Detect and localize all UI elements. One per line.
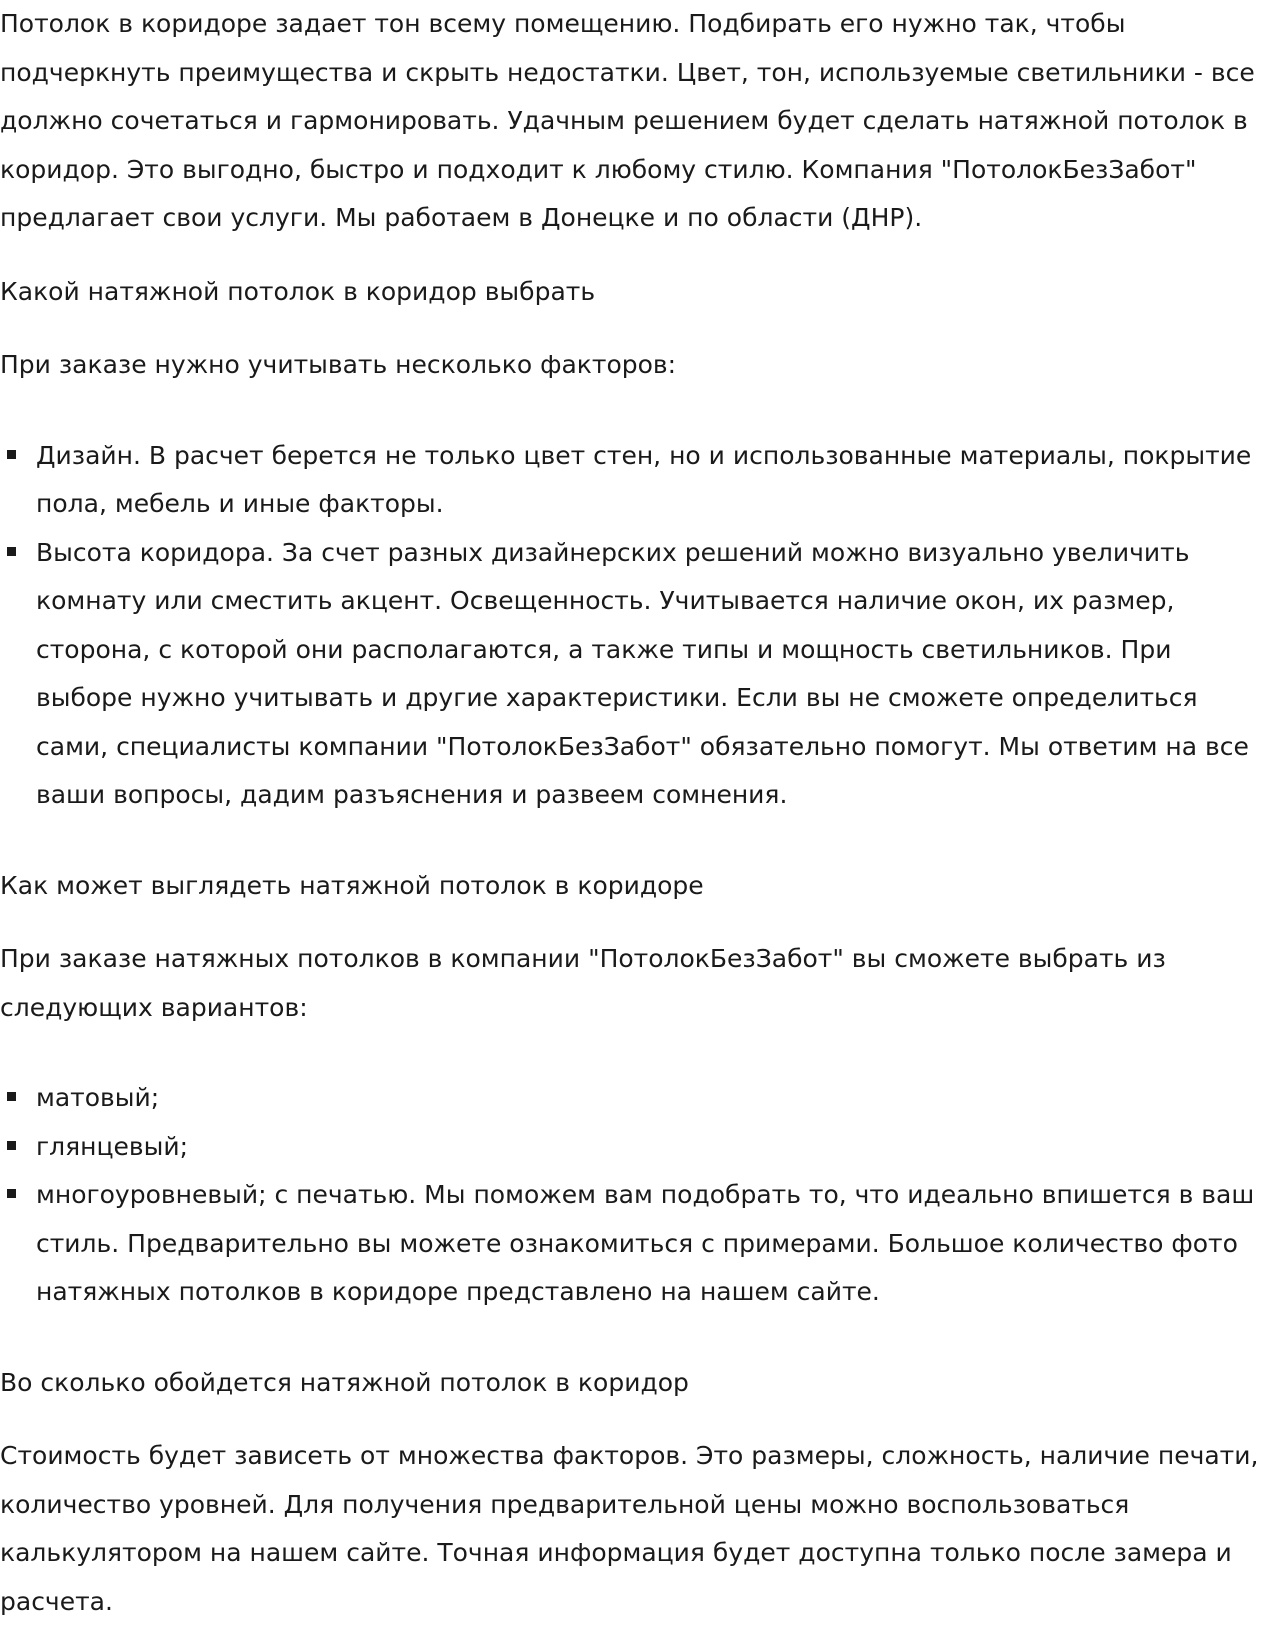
bullet-square-icon	[7, 547, 16, 556]
section-heading-choose: Какой натяжной потолок в коридор выбрать	[0, 276, 596, 306]
list-item-text: глянцевый;	[36, 1131, 189, 1161]
list-item	[36, 529, 1270, 820]
list-item	[36, 432, 1270, 529]
list-item-text: Высота коридора. За счет разных дизайнерских решений можно визуально увеличить комнату или сместить акцент. Освещенность. Учитывается наличие окон, их размер, сторона, с которой они располагаются, а также типы и мощность светильников. При выборе нужно учитывать и другие характеристики. Если вы не сможете определиться сами, специалисты компании "ПотолокБезЗабот" обязательно помогут. Мы ответим на все ваши вопросы, дадим разъяснения и развеем сомнения.	[36, 537, 1249, 809]
section-heading-look: Как может выглядеть натяжной потолок в коридоре	[0, 870, 704, 900]
section-lead-variants: При заказе натяжных потолков в компании "ПотолокБезЗабот" вы сможете выбрать из следующих вариантов:	[0, 944, 1166, 1022]
list-item	[36, 1123, 1270, 1172]
list-item-text: Дизайн. В расчет берется не только цвет стен, но и использованные материалы, покрытие пола, мебель и иные факторы.	[36, 440, 1252, 518]
bullet-square-icon	[7, 1141, 16, 1150]
bullet-square-icon	[7, 450, 16, 459]
list-item-text: многоуровневый; с печатью. Мы поможем вам подобрать то, что идеально впишется в ваш стиль. Предварительно вы можете ознакомиться с примерами. Большое количество фото натяжных потолков в коридоре представлено на нашем сайте.	[36, 1180, 1255, 1306]
intro-paragraph: Потолок в коридоре задает тон всему помещению. Подбирать его нужно так, чтобы подчеркнуть преимущества и скрыть недостатки. Цвет, тон, используемые светильники - все должно сочетаться и гармонировать. Удачным решением будет сделать натяжной потолок в коридор. Это выгодно, быстро и подходит к любому стилю. Компания "ПотолокБезЗабот" предлагает свои услуги. Мы работаем в Донецке и по области (ДНР).	[0, 9, 1255, 232]
list-item	[36, 1171, 1270, 1317]
cost-paragraph: Стоимость будет зависеть от множества факторов. Это размеры, сложность, наличие печати, количество уровней. Для получения предварительной цены можно воспользоваться калькулятором на нашем сайте. Точная информация будет доступна только после замера и расчета.	[0, 1441, 1259, 1616]
bullet-square-icon	[7, 1189, 16, 1198]
section-lead-factors: При заказе нужно учитывать несколько факторов:	[0, 350, 677, 379]
list-item	[36, 1074, 1270, 1123]
factors-list	[0, 432, 1270, 820]
list-item-text: матовый;	[36, 1083, 160, 1112]
variants-list	[0, 1074, 1270, 1317]
section-heading-cost: Во сколько обойдется натяжной потолок в коридор	[0, 1367, 689, 1397]
bullet-square-icon	[7, 1092, 16, 1101]
